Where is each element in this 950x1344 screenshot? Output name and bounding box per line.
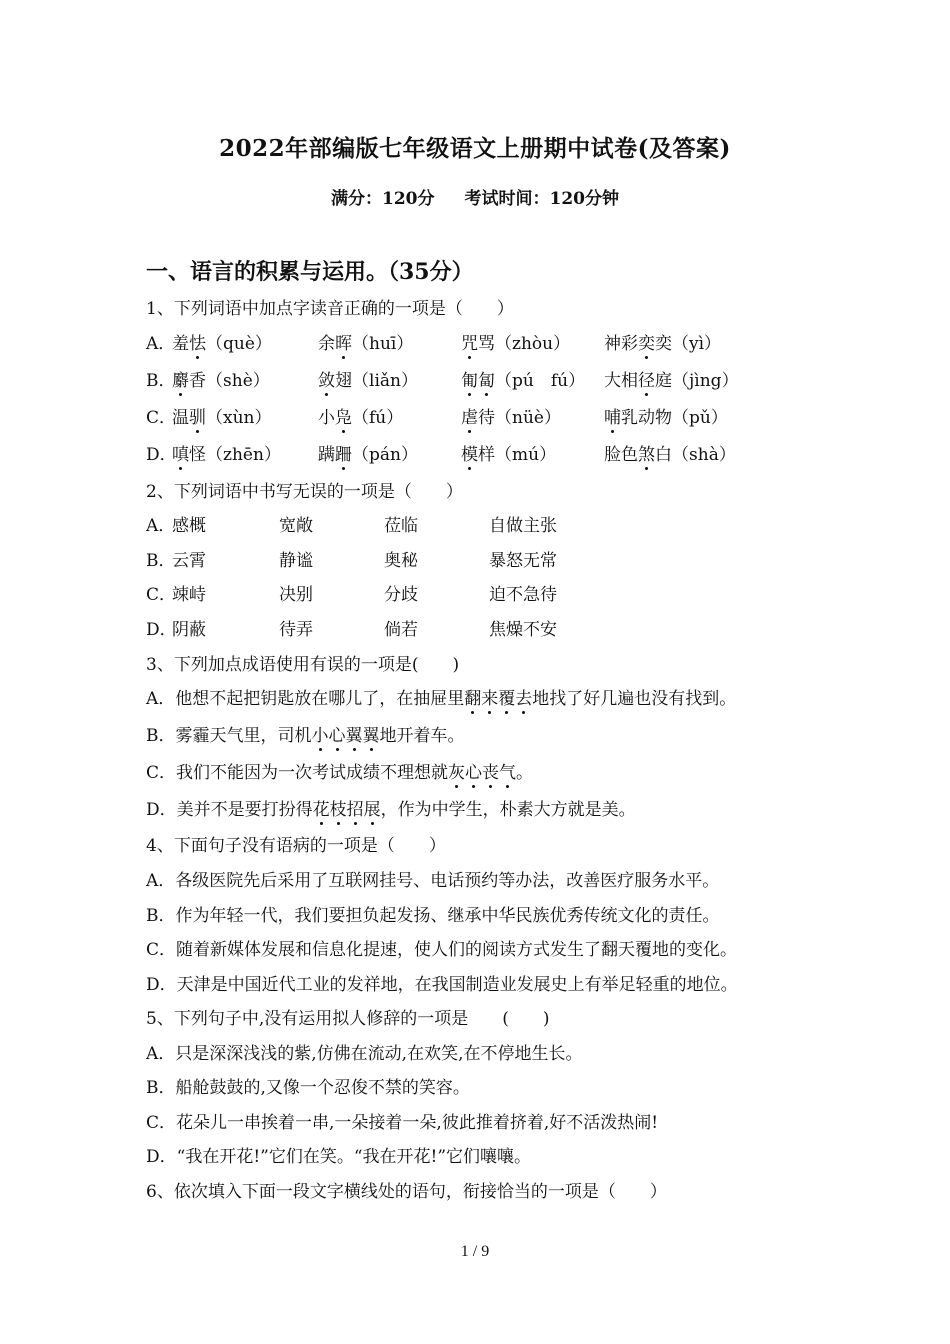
dotted-idiom: 灰心丧气 <box>448 763 517 783</box>
question-3-option-d: D．美并不是要打扮得花枝招展，作为中学生，朴素大方就是美。 <box>146 800 636 820</box>
question-4-option-a: A．各级医院先后采用了互联网挂号、电话预约等办法，改善医疗服务水平。 <box>146 871 720 891</box>
question-4-option-c: C．随着新媒体发展和信息化提速，使人们的阅读方式发生了翻天覆地的变化。 <box>146 940 738 960</box>
question-3-stem: 3、下列加点成语使用有误的一项是( ) <box>146 655 460 675</box>
section-heading: 一、语言的积累与运用。（35分） <box>146 259 474 285</box>
dotted-idiom: 花枝招展 <box>312 800 381 820</box>
question-3-option-b: B．雾霾天气里，司机小心翼翼地开着车。 <box>146 726 465 746</box>
question-3-option-a: A．他想不起把钥匙放在哪儿了，在抽屉里翻来覆去地找了好几遍也没有找到。 <box>146 689 737 709</box>
question-2-stem: 2、下列词语中书写无误的一项是（ ） <box>146 482 463 502</box>
question-5-option-b: B．船舱鼓鼓的,又像一个忍俊不禁的笑容。 <box>146 1078 470 1098</box>
question-4-option-b: B．作为年轻一代，我们要担负起发扬、继承中华民族优秀传统文化的责任。 <box>146 906 720 926</box>
question-4-option-d: D．天津是中国近代工业的发祥地，在我国制造业发展史上有举足轻重的地位。 <box>146 975 738 995</box>
dotted-idiom: 小心翼翼 <box>311 726 380 746</box>
question-3-option-c: C．我们不能因为一次考试成绩不理想就灰心丧气。 <box>146 763 534 783</box>
exam-info <box>0 184 950 209</box>
exam-time: 考试时间：120分钟 <box>464 189 619 209</box>
question-6-stem: 6、依次填入下面一段文字横线处的语句，衔接恰当的一项是（ ） <box>146 1182 667 1202</box>
page-title: 2022年部编版七年级语文上册期中试卷(及答案) <box>219 135 731 162</box>
question-5-option-c: C．花朵儿一串挨着一串,一朵接着一朵,彼此推着挤着,好不活泼热闹! <box>146 1113 659 1133</box>
question-5-stem: 5、下列句子中,没有运用拟人修辞的一项是 ( ) <box>146 1009 550 1029</box>
full-score: 满分：120分 <box>331 189 435 209</box>
question-1-stem: 1、下列词语中加点字读音正确的一项是（ ） <box>146 299 514 319</box>
dotted-idiom: 翻来覆去 <box>464 689 533 709</box>
question-5-option-a: A．只是深深浅浅的紫,仿佛在流动,在欢笑,在不停地生长。 <box>146 1044 583 1064</box>
question-5-option-d: D．“我在开花!”它们在笑。“我在开花!”它们嚷嚷。 <box>146 1147 532 1167</box>
question-4-stem: 4、下面句子没有语病的一项是（ ） <box>146 836 446 856</box>
exam-page: 2022年部编版七年级语文上册期中试卷(及答案) 满分：120分 考试时间：120分钟 一、语言的积累与运用。（35分） 1、下列词语中加点字读音正确的一项是（ ） A． 羞怯（què） 余晖（huī） 咒骂（zhòu） 神彩奕奕（yì） B． 麝香（shè） 敛翅（liǎn） 匍匐（pú fú） 大相径庭（jìng） C． 温驯（xùn） 小凫（fú） 虐待（nüè） 哺乳动物（pǔ） D． 嗔怪（zhēn） 蹒跚（pán） 模样（mú） 脸色煞白（shà） 2、下列词语中书写无误的一项是（ ） A． 感概 宽敞 莅临 自做主张 B． 云霄 静谧 奥秘 暴怒无常 C． 竦峙 决别 分歧 迫不急待 D． 阴蔽 待弄 倘若 焦燥不安 3、下列加点成语使用有误的一项是( ) A．他想不起把钥匙放在哪儿了，在抽屉里翻来覆去地找了好几遍也没有找到。 B．雾霾天气里，司机小心翼翼地开着车。 C．我们不能因为一次考试成绩不理想就灰心丧气。 D．美并不是要打扮得花枝招展，作为中学生，朴素大方就是美。 4、下面句子没有语病的一项是（ ） A．各级医院先后采用了互联网挂号、电话预约等办法，改善医疗服务水平。 B．作为年轻一代，我们要担负起发扬、继承中华民族优秀传统文化的责任。 C．随着新媒体发展和信息化提速，使人们的阅读方式发生了翻天覆地的变化。 D．天津是中国近代工业的发祥地，在我国制造业发展史上有举足轻重的地位。 5、下列句子中,没有运用拟人修辞的一项是 ( ) A．只是深深浅浅的紫,仿佛在流动,在欢笑,在不停地生长。 B．船舱鼓鼓的,又像一个忍俊不禁的笑容。 C．花朵儿一串挨着一串,一朵接着一朵,彼此推着挤着,好不活泼热闹! D．“我在开花!”它们在笑。“我在开花!”它们嚷嚷。 6、依次填入下面一段文字横线处的语句，衔接恰当的一项是（ ） 1 / 9 <box>0 0 950 1344</box>
page-number: 1 / 9 <box>460 1243 490 1260</box>
